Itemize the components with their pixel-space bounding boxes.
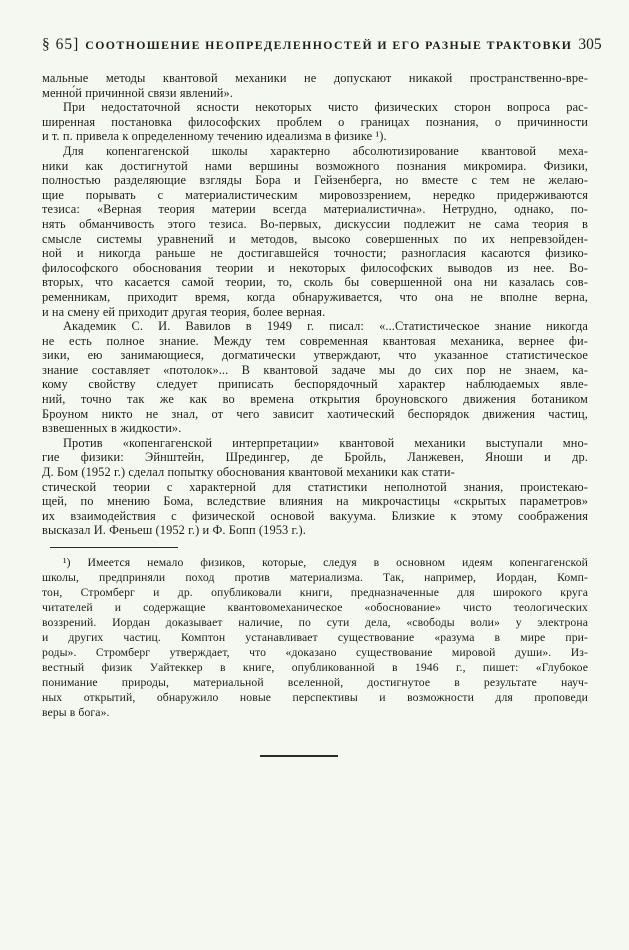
text-line: тезиса: «Верная теория материи всегда материалистична». Нетрудно, однако, по- (42, 202, 588, 217)
text-line: стической теории с характерной для статистики неполнотой знания, проистекаю- (42, 479, 588, 494)
text-line: ники как достигнутой нами вершины возможного познания микромира. Физики, (42, 158, 588, 173)
text-line: ний, точно так же как во времена открытия броуновского движения ботаником (42, 392, 588, 407)
text-line: и других частиц. Комптон устанавливает существование «разума в мире при- (42, 631, 588, 644)
text-line: знание составляет «потолок»... В квантовой задаче мы до сих пор не знаем, ка- (42, 362, 588, 377)
text-line: веры в бога». (42, 706, 110, 719)
text-line: гие физики: Эйнштейн, Шредингер, де Бройль, Ланжевен, Яноши и др. (42, 450, 588, 465)
text-line: ной и никогда раньше не достигавшейся точности; разногласия касаются физико- (42, 246, 588, 261)
text-line: кому свойству следует приписать беспорядочный характер наблюдаемых явле- (42, 377, 588, 392)
text-line: Против «копенгагенской интерпретации» квантовой механики выступали мно- (63, 435, 588, 450)
section-number: § 65] (42, 36, 80, 53)
text-line: полностью разделяющие взгляды Бора и Гейзенберга, но вместе с тем не желаю- (42, 173, 588, 188)
text-line: не есть полное знание. Между тем современная квантовая механика, вернее фи- (42, 333, 588, 348)
text-line: ширенная постановка философских проблем о границах познания, о причинности (42, 114, 588, 129)
text-line: их взаимодействия с физической основой вакуума. Близкие к этому соображения (42, 508, 588, 523)
chapter-title: СООТНОШЕНИЕ НЕОПРЕДЕЛЕННОСТЕЙ И ЕГО РАЗНЫЕ ТРАКТОВКИ (85, 38, 573, 52)
text-line: щие порывать с материалистическим мировоззрением, нередко придерживаются (42, 187, 588, 202)
text-line: роды». Стромберг утверждает, что «доказано существование мировой души». Из- (42, 646, 588, 659)
text-line: читателей и содержащие квантовомеханическое «обоснование» чисто теологических (42, 601, 588, 614)
text-line: мальные методы квантовой механики не допускают никакой пространственно-вре- (42, 71, 588, 85)
text-line: Академик С. И. Вавилов в 1949 г. писал: «...Статистическое знание никогда (63, 319, 588, 334)
text-line: вторых, что касается самой теории, то, сколь бы совершенной она ни казалась сов- (42, 275, 588, 290)
page-number: 305 (578, 36, 602, 53)
text-line: смысле системы уравнений и методов, высоко совершенных по их непревзойден- (42, 231, 588, 246)
text-line: воззрений. Иордан доказывает наличие, по сути дела, «свободы воли» у электрона (42, 616, 588, 629)
text-line: и на смену ей приходит другая теория, более верная. (42, 304, 326, 319)
paragraph (42, 480, 588, 538)
end-divider (260, 755, 338, 757)
footnote-divider (50, 547, 178, 548)
paragraph (42, 555, 588, 720)
body-text (42, 71, 588, 538)
text-line: понимание природы, материальной вселенной, достигнутое в результате науч- (42, 676, 588, 689)
text-line: философского обоснования теории и некоторых философских выводов из нее. Во- (42, 260, 588, 275)
page-content (42, 36, 602, 757)
text-line: ных открытий, обнаружило новые перспективы и возможности для проповеди (42, 691, 588, 704)
text-line: и т. п. привела к определенному течению идеализма в физике ¹). (42, 129, 387, 144)
text-line: взвешенных в жидкости». (42, 421, 182, 436)
text-line: При недостаточной ясности некоторых чисто физических сторон вопроса рас- (63, 100, 588, 115)
text-line: вестный физик Уайтеккер в книге, опубликованной в 1946 г., пишет: «Глубокое (42, 661, 588, 674)
text-line: нять обманчивость этого тезиса. Во-первых, дискуссии подлежит не сама теория в (42, 216, 588, 231)
text-line: менно́й причинной связи явлений». (42, 85, 233, 100)
paragraph (42, 71, 588, 100)
text-line: Д. Бом (1952 г.) сделал попытку обоснования квантовой механики как стати- (42, 465, 455, 480)
text-line: ременникам, приходит время, когда обнаруживается, что она не вполне верна, (42, 289, 588, 304)
paragraph (42, 319, 588, 436)
text-line: ¹) Имеется немало физиков, которые, следуя в основном идеям копенгагенской (63, 556, 588, 569)
footnote-text (42, 555, 588, 720)
text-line: зики, ею занимающиеся, догматически утверждают, что указанное статистическое (42, 348, 588, 363)
paragraph (42, 436, 588, 480)
paragraph (42, 100, 588, 144)
text-line: тон, Стромберг и др. опубликовали книги, предназначенные для широкого круга (42, 586, 588, 599)
text-line: школы, предприняли поход против материализма. Так, например, Иордан, Комп- (42, 571, 588, 584)
text-line: Броуном никто не знал, от чего зависит хаотический беспорядок движения частиц, (42, 406, 588, 421)
paragraph (42, 144, 588, 319)
text-line: щей, по мнению Бома, вследствие влияния на микрочастицы «скрытых параметров» (42, 494, 588, 509)
text-line: Для копенгагенской школы характерно абсолютизирование квантовой меха- (63, 143, 588, 158)
running-header (42, 36, 602, 54)
text-line: высказал И. Феньеш (1952 г.) и Ф. Бопп (1953 г.). (42, 523, 306, 538)
